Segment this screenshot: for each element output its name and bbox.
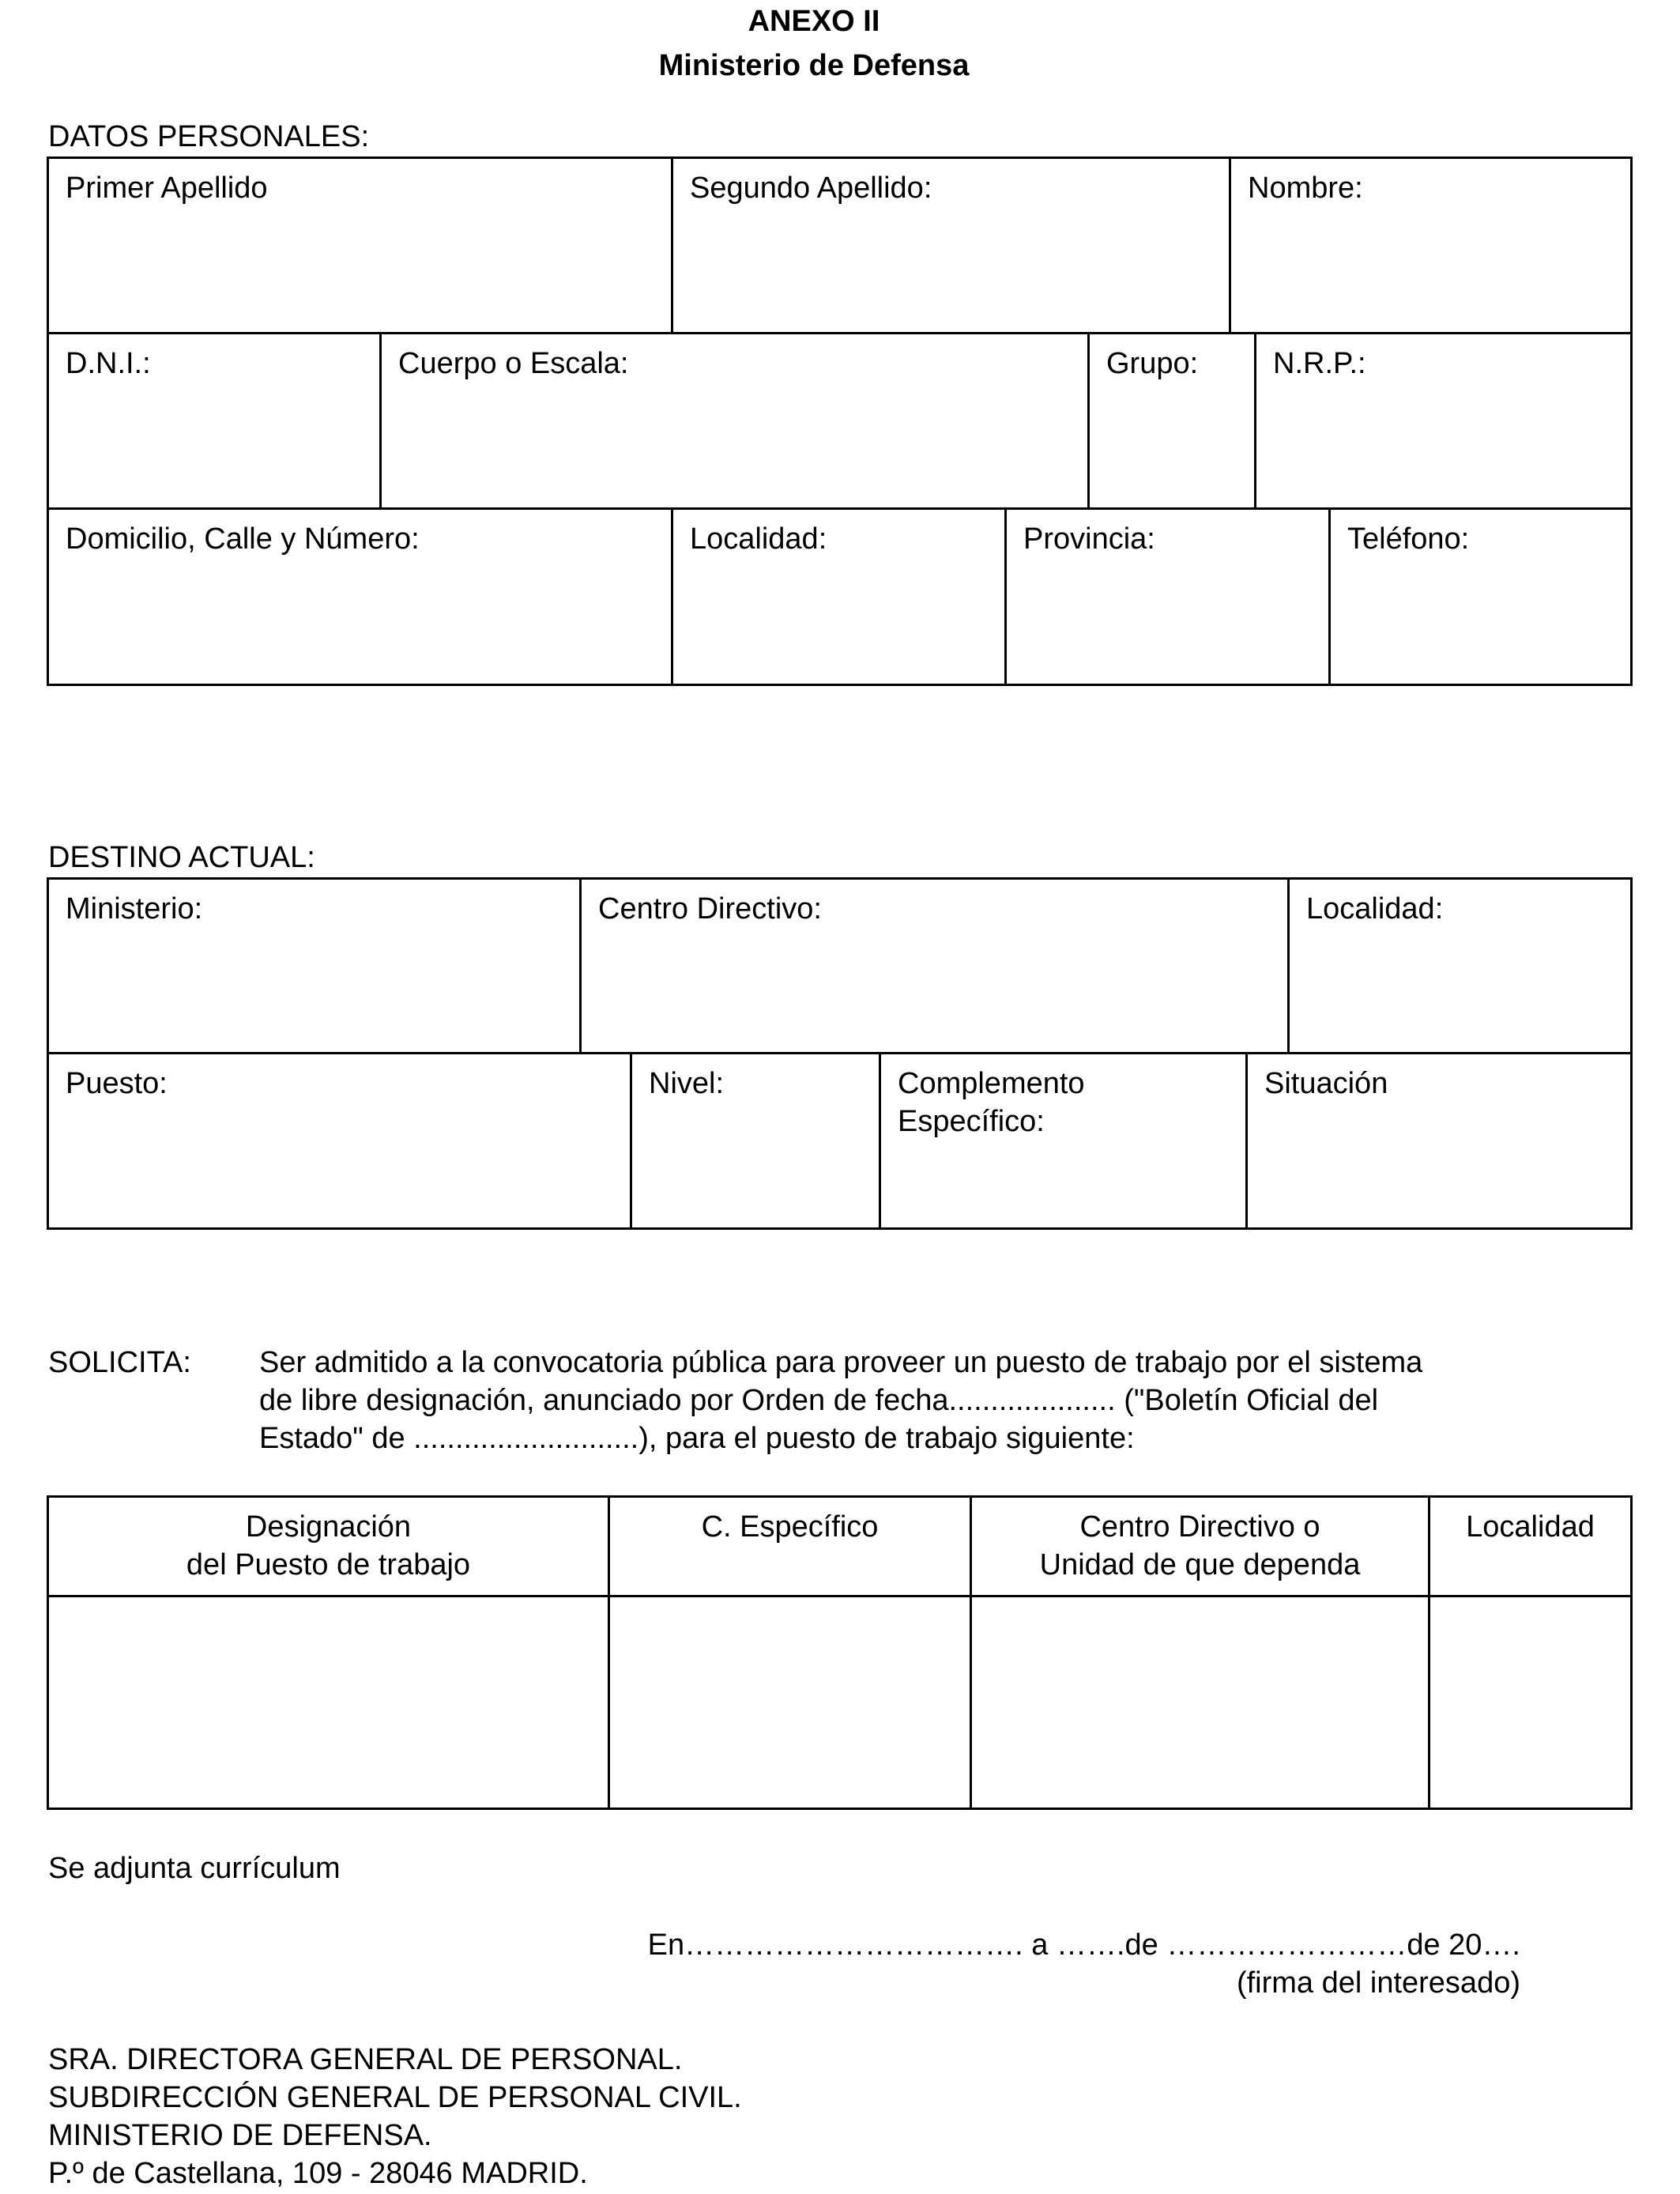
field-localidad[interactable]: Localidad: xyxy=(690,522,827,556)
field-grupo[interactable]: Grupo: xyxy=(1106,347,1199,380)
address-line: SUBDIRECCIÓN GENERAL DE PERSONAL CIVIL. xyxy=(48,2081,742,2114)
field-nombre[interactable]: Nombre: xyxy=(1248,172,1363,205)
solicita-label: SOLICITA: xyxy=(48,1346,191,1379)
curriculum-note: Se adjunta currículum xyxy=(48,1852,341,1885)
field-nrp[interactable]: N.R.P.: xyxy=(1273,347,1366,380)
solicita-line-3: Estado" de ...........................), para el puesto de trabajo siguiente: xyxy=(259,1422,1135,1455)
address-block xyxy=(48,2041,742,2192)
address-line: MINISTERIO DE DEFENSA. xyxy=(48,2119,432,2152)
solicita-text xyxy=(259,1344,1520,1457)
field-primer-apellido[interactable]: Primer Apellido xyxy=(66,172,268,205)
field-centro-directivo[interactable]: Centro Directivo: xyxy=(598,892,822,925)
field-ministerio[interactable]: Ministerio: xyxy=(66,892,203,925)
solicita-line-1: Ser admitido a la convocatoria pública para proveer un puesto de trabajo por el sistema xyxy=(259,1346,1423,1379)
personal-section-label: DATOS PERSONALES: xyxy=(48,120,370,153)
field-situacion[interactable]: Situación xyxy=(1264,1067,1388,1100)
cell-designacion[interactable] xyxy=(49,1597,608,1808)
cell-centro-directivo[interactable] xyxy=(972,1597,1428,1808)
header-c-especifico: C. Específico xyxy=(701,1510,879,1544)
place-date-line: En……………………………. a …….de ……………………de 20…. xyxy=(647,1928,1520,1962)
field-segundo-apellido[interactable]: Segundo Apellido: xyxy=(690,172,932,205)
header-centro-directivo: Centro Directivo o Unidad de que dependa xyxy=(1039,1510,1361,1581)
destino-section-label: DESTINO ACTUAL: xyxy=(48,841,315,874)
ministry-title: Ministerio de Defensa xyxy=(658,49,970,82)
address-line: P.º de Castellana, 109 - 28046 MADRID. xyxy=(48,2157,588,2190)
cell-c-especifico[interactable] xyxy=(610,1597,970,1808)
header-localidad: Localidad xyxy=(1466,1510,1595,1544)
field-cuerpo-escala[interactable]: Cuerpo o Escala: xyxy=(398,347,629,380)
header-designacion: Designación del Puesto de trabajo xyxy=(186,1510,471,1581)
annex-title: ANEXO II xyxy=(748,5,880,38)
field-dni[interactable]: D.N.I.: xyxy=(66,347,151,380)
field-provincia[interactable]: Provincia: xyxy=(1023,522,1155,556)
field-puesto[interactable]: Puesto: xyxy=(66,1067,168,1100)
address-line: SRA. DIRECTORA GENERAL DE PERSONAL. xyxy=(48,2043,683,2076)
solicita-line-2: de libre designación, anunciado por Orden de fecha.................... ("Boletín Oficial del xyxy=(259,1384,1379,1417)
field-domicilio[interactable]: Domicilio, Calle y Número: xyxy=(66,522,420,556)
field-destino-localidad[interactable]: Localidad: xyxy=(1306,892,1444,925)
cell-localidad[interactable] xyxy=(1430,1597,1630,1808)
signature-note: (firma del interesado) xyxy=(1236,1966,1520,2000)
field-telefono[interactable]: Teléfono: xyxy=(1347,522,1470,556)
field-complemento-especifico[interactable]: Complemento Específico: xyxy=(898,1067,1085,1138)
field-nivel[interactable]: Nivel: xyxy=(649,1067,725,1100)
